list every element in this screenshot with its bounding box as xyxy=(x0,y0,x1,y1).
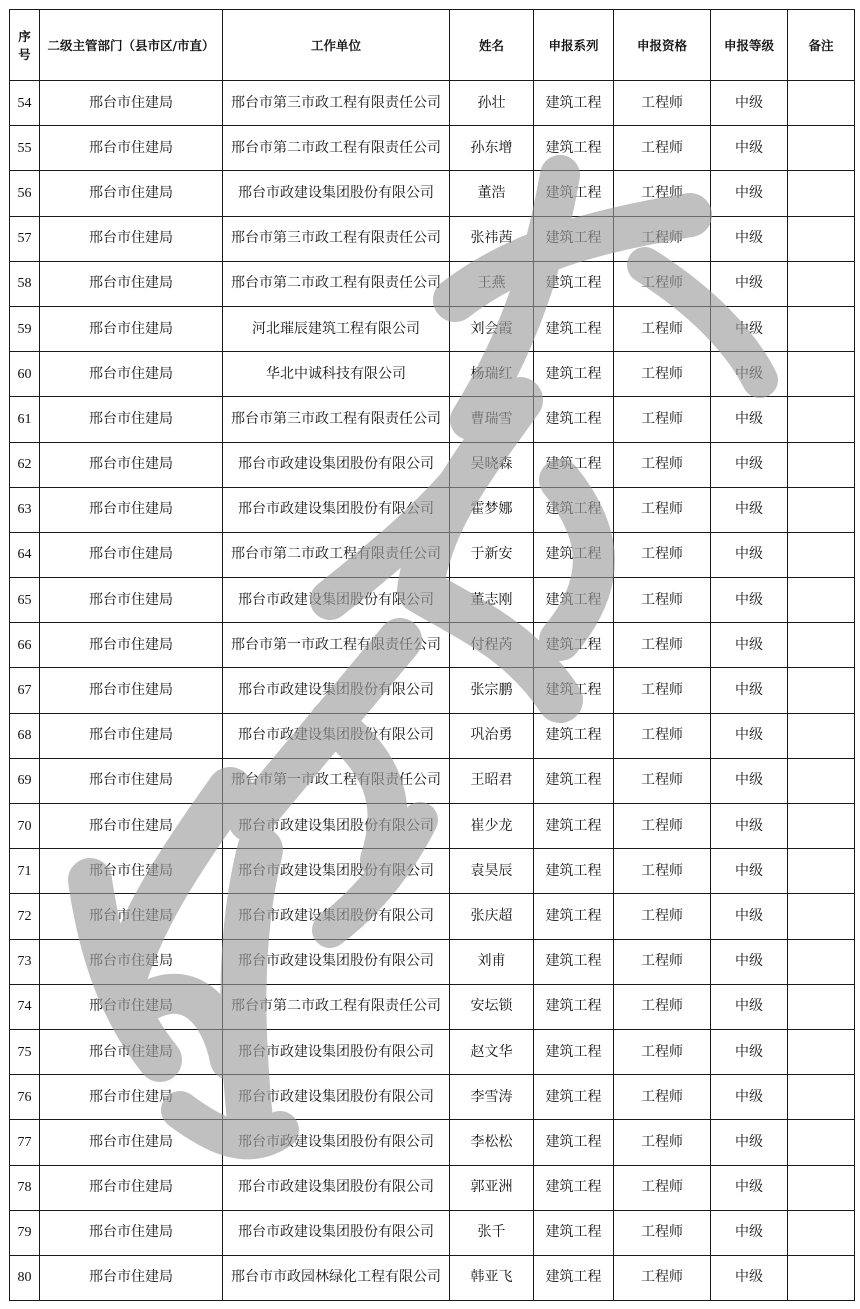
table-row xyxy=(10,1210,855,1255)
cell-dept: 邢台市住建局 xyxy=(40,216,223,261)
cell-remark xyxy=(788,1210,855,1255)
table-row xyxy=(10,668,855,713)
cell-level: 中级 xyxy=(711,1075,788,1120)
cell-qualification: 工程师 xyxy=(614,804,711,849)
cell-unit: 邢台市第三市政工程有限责任公司 xyxy=(223,216,450,261)
cell-name: 孙东增 xyxy=(450,126,534,171)
cell-name: 张宗鹏 xyxy=(450,668,534,713)
cell-level: 中级 xyxy=(711,171,788,216)
cell-remark xyxy=(788,984,855,1029)
cell-series: 建筑工程 xyxy=(534,668,614,713)
cell-no: 67 xyxy=(10,668,40,713)
cell-level: 中级 xyxy=(711,216,788,261)
cell-level: 中级 xyxy=(711,713,788,758)
cell-remark xyxy=(788,1165,855,1210)
table-row xyxy=(10,397,855,442)
cell-qualification: 工程师 xyxy=(614,713,711,758)
table-row xyxy=(10,306,855,351)
cell-remark xyxy=(788,668,855,713)
table-body xyxy=(10,81,855,1301)
cell-no: 57 xyxy=(10,216,40,261)
cell-no: 71 xyxy=(10,849,40,894)
cell-dept: 邢台市住建局 xyxy=(40,713,223,758)
cell-unit: 邢台市第二市政工程有限责任公司 xyxy=(223,984,450,1029)
cell-name: 付程芮 xyxy=(450,623,534,668)
cell-level: 中级 xyxy=(711,352,788,397)
cell-level: 中级 xyxy=(711,894,788,939)
table-row xyxy=(10,939,855,984)
table-row xyxy=(10,623,855,668)
cell-no: 60 xyxy=(10,352,40,397)
cell-remark xyxy=(788,1255,855,1300)
cell-remark xyxy=(788,81,855,126)
table-row xyxy=(10,804,855,849)
cell-name: 刘会霞 xyxy=(450,306,534,351)
header-row xyxy=(10,10,855,81)
cell-no: 73 xyxy=(10,939,40,984)
cell-name: 王燕 xyxy=(450,261,534,306)
cell-no: 58 xyxy=(10,261,40,306)
cell-unit: 邢台市政建设集团股份有限公司 xyxy=(223,668,450,713)
cell-series: 建筑工程 xyxy=(534,352,614,397)
cell-series: 建筑工程 xyxy=(534,849,614,894)
cell-qualification: 工程师 xyxy=(614,216,711,261)
cell-unit: 邢台市政建设集团股份有限公司 xyxy=(223,1165,450,1210)
cell-name: 张庆超 xyxy=(450,894,534,939)
cell-level: 中级 xyxy=(711,1120,788,1165)
table-row xyxy=(10,1165,855,1210)
cell-level: 中级 xyxy=(711,1165,788,1210)
cell-dept: 邢台市住建局 xyxy=(40,442,223,487)
cell-unit: 邢台市第二市政工程有限责任公司 xyxy=(223,261,450,306)
cell-qualification: 工程师 xyxy=(614,1165,711,1210)
cell-series: 建筑工程 xyxy=(534,939,614,984)
cell-dept: 邢台市住建局 xyxy=(40,397,223,442)
cell-qualification: 工程师 xyxy=(614,126,711,171)
table-row xyxy=(10,984,855,1029)
table-row xyxy=(10,216,855,261)
cell-dept: 邢台市住建局 xyxy=(40,1255,223,1300)
cell-no: 68 xyxy=(10,713,40,758)
cell-qualification: 工程师 xyxy=(614,1120,711,1165)
cell-qualification: 工程师 xyxy=(614,849,711,894)
cell-no: 54 xyxy=(10,81,40,126)
cell-series: 建筑工程 xyxy=(534,397,614,442)
cell-level: 中级 xyxy=(711,623,788,668)
cell-no: 79 xyxy=(10,1210,40,1255)
applicant-table xyxy=(9,9,855,1301)
cell-name: 于新安 xyxy=(450,532,534,577)
cell-unit: 河北璀辰建筑工程有限公司 xyxy=(223,306,450,351)
table-row xyxy=(10,1029,855,1074)
cell-series: 建筑工程 xyxy=(534,216,614,261)
cell-no: 75 xyxy=(10,1029,40,1074)
cell-dept: 邢台市住建局 xyxy=(40,487,223,532)
cell-remark xyxy=(788,849,855,894)
cell-qualification: 工程师 xyxy=(614,306,711,351)
cell-series: 建筑工程 xyxy=(534,623,614,668)
cell-dept: 邢台市住建局 xyxy=(40,171,223,216)
cell-name: 安坛锁 xyxy=(450,984,534,1029)
cell-series: 建筑工程 xyxy=(534,306,614,351)
header-name: 姓名 xyxy=(450,10,534,81)
cell-unit: 邢台市政建设集团股份有限公司 xyxy=(223,1120,450,1165)
cell-dept: 邢台市住建局 xyxy=(40,352,223,397)
cell-qualification: 工程师 xyxy=(614,578,711,623)
cell-qualification: 工程师 xyxy=(614,894,711,939)
cell-level: 中级 xyxy=(711,397,788,442)
cell-unit: 邢台市第一市政工程有限责任公司 xyxy=(223,758,450,803)
table-row xyxy=(10,532,855,577)
cell-level: 中级 xyxy=(711,487,788,532)
cell-unit: 邢台市政建设集团股份有限公司 xyxy=(223,849,450,894)
cell-level: 中级 xyxy=(711,81,788,126)
cell-qualification: 工程师 xyxy=(614,1255,711,1300)
cell-name: 王昭君 xyxy=(450,758,534,803)
cell-dept: 邢台市住建局 xyxy=(40,894,223,939)
cell-unit: 邢台市政建设集团股份有限公司 xyxy=(223,1029,450,1074)
cell-series: 建筑工程 xyxy=(534,1029,614,1074)
cell-unit: 邢台市政建设集团股份有限公司 xyxy=(223,1075,450,1120)
cell-unit: 邢台市第二市政工程有限责任公司 xyxy=(223,126,450,171)
cell-qualification: 工程师 xyxy=(614,442,711,487)
cell-series: 建筑工程 xyxy=(534,1075,614,1120)
cell-unit: 邢台市政建设集团股份有限公司 xyxy=(223,939,450,984)
cell-dept: 邢台市住建局 xyxy=(40,126,223,171)
cell-unit: 邢台市政建设集团股份有限公司 xyxy=(223,171,450,216)
header-remark: 备注 xyxy=(788,10,855,81)
header-qualification: 申报资格 xyxy=(614,10,711,81)
cell-remark xyxy=(788,758,855,803)
cell-no: 56 xyxy=(10,171,40,216)
cell-name: 郭亚洲 xyxy=(450,1165,534,1210)
cell-series: 建筑工程 xyxy=(534,1255,614,1300)
cell-remark xyxy=(788,532,855,577)
header-unit: 工作单位 xyxy=(223,10,450,81)
cell-name: 崔少龙 xyxy=(450,804,534,849)
cell-level: 中级 xyxy=(711,442,788,487)
table-row xyxy=(10,1075,855,1120)
cell-name: 李雪涛 xyxy=(450,1075,534,1120)
cell-name: 霍梦娜 xyxy=(450,487,534,532)
cell-unit: 邢台市第二市政工程有限责任公司 xyxy=(223,532,450,577)
cell-dept: 邢台市住建局 xyxy=(40,623,223,668)
cell-level: 中级 xyxy=(711,849,788,894)
cell-level: 中级 xyxy=(711,126,788,171)
header-no: 序号 xyxy=(10,10,40,81)
cell-qualification: 工程师 xyxy=(614,1029,711,1074)
cell-dept: 邢台市住建局 xyxy=(40,849,223,894)
cell-series: 建筑工程 xyxy=(534,758,614,803)
table-row xyxy=(10,261,855,306)
cell-level: 中级 xyxy=(711,1255,788,1300)
cell-dept: 邢台市住建局 xyxy=(40,1165,223,1210)
cell-remark xyxy=(788,487,855,532)
cell-qualification: 工程师 xyxy=(614,261,711,306)
cell-dept: 邢台市住建局 xyxy=(40,1075,223,1120)
cell-remark xyxy=(788,397,855,442)
cell-series: 建筑工程 xyxy=(534,984,614,1029)
cell-level: 中级 xyxy=(711,939,788,984)
cell-remark xyxy=(788,306,855,351)
cell-name: 袁昊辰 xyxy=(450,849,534,894)
cell-unit: 邢台市政建设集团股份有限公司 xyxy=(223,487,450,532)
cell-dept: 邢台市住建局 xyxy=(40,261,223,306)
cell-dept: 邢台市住建局 xyxy=(40,758,223,803)
cell-series: 建筑工程 xyxy=(534,713,614,758)
cell-no: 70 xyxy=(10,804,40,849)
cell-remark xyxy=(788,804,855,849)
cell-series: 建筑工程 xyxy=(534,532,614,577)
cell-qualification: 工程师 xyxy=(614,532,711,577)
cell-name: 巩治勇 xyxy=(450,713,534,758)
header-dept: 二级主管部门（县市区/市直） xyxy=(40,10,223,81)
cell-level: 中级 xyxy=(711,578,788,623)
cell-name: 韩亚飞 xyxy=(450,1255,534,1300)
cell-series: 建筑工程 xyxy=(534,171,614,216)
cell-name: 孙壮 xyxy=(450,81,534,126)
cell-remark xyxy=(788,261,855,306)
table-row xyxy=(10,894,855,939)
cell-remark xyxy=(788,1029,855,1074)
cell-no: 66 xyxy=(10,623,40,668)
cell-qualification: 工程师 xyxy=(614,81,711,126)
cell-series: 建筑工程 xyxy=(534,1210,614,1255)
cell-unit: 邢台市第三市政工程有限责任公司 xyxy=(223,397,450,442)
cell-unit: 邢台市政建设集团股份有限公司 xyxy=(223,442,450,487)
cell-no: 55 xyxy=(10,126,40,171)
table-row xyxy=(10,758,855,803)
cell-remark xyxy=(788,126,855,171)
cell-no: 62 xyxy=(10,442,40,487)
cell-level: 中级 xyxy=(711,532,788,577)
cell-unit: 华北中诚科技有限公司 xyxy=(223,352,450,397)
cell-qualification: 工程师 xyxy=(614,1075,711,1120)
cell-no: 64 xyxy=(10,532,40,577)
cell-no: 63 xyxy=(10,487,40,532)
cell-qualification: 工程师 xyxy=(614,984,711,1029)
table-row xyxy=(10,171,855,216)
cell-name: 刘甫 xyxy=(450,939,534,984)
cell-unit: 邢台市政建设集团股份有限公司 xyxy=(223,894,450,939)
cell-remark xyxy=(788,216,855,261)
cell-dept: 邢台市住建局 xyxy=(40,306,223,351)
cell-remark xyxy=(788,442,855,487)
cell-name: 张千 xyxy=(450,1210,534,1255)
cell-remark xyxy=(788,623,855,668)
cell-qualification: 工程师 xyxy=(614,171,711,216)
table-row xyxy=(10,849,855,894)
cell-no: 76 xyxy=(10,1075,40,1120)
cell-dept: 邢台市住建局 xyxy=(40,532,223,577)
cell-name: 杨瑞红 xyxy=(450,352,534,397)
cell-remark xyxy=(788,713,855,758)
cell-unit: 邢台市政建设集团股份有限公司 xyxy=(223,713,450,758)
cell-unit: 邢台市市政园林绿化工程有限公司 xyxy=(223,1255,450,1300)
table-row xyxy=(10,442,855,487)
table-row xyxy=(10,81,855,126)
cell-dept: 邢台市住建局 xyxy=(40,1120,223,1165)
cell-qualification: 工程师 xyxy=(614,668,711,713)
cell-series: 建筑工程 xyxy=(534,1165,614,1210)
cell-level: 中级 xyxy=(711,306,788,351)
cell-unit: 邢台市政建设集团股份有限公司 xyxy=(223,1210,450,1255)
cell-remark xyxy=(788,894,855,939)
cell-qualification: 工程师 xyxy=(614,352,711,397)
cell-no: 78 xyxy=(10,1165,40,1210)
cell-qualification: 工程师 xyxy=(614,487,711,532)
cell-no: 72 xyxy=(10,894,40,939)
cell-dept: 邢台市住建局 xyxy=(40,804,223,849)
cell-no: 59 xyxy=(10,306,40,351)
cell-series: 建筑工程 xyxy=(534,126,614,171)
header-series: 申报系列 xyxy=(534,10,614,81)
cell-no: 61 xyxy=(10,397,40,442)
cell-level: 中级 xyxy=(711,758,788,803)
cell-series: 建筑工程 xyxy=(534,1120,614,1165)
cell-remark xyxy=(788,352,855,397)
table-row xyxy=(10,1120,855,1165)
cell-qualification: 工程师 xyxy=(614,397,711,442)
cell-name: 李松松 xyxy=(450,1120,534,1165)
cell-unit: 邢台市第三市政工程有限责任公司 xyxy=(223,81,450,126)
table-row xyxy=(10,578,855,623)
cell-dept: 邢台市住建局 xyxy=(40,1029,223,1074)
cell-name: 赵文华 xyxy=(450,1029,534,1074)
cell-remark xyxy=(788,1075,855,1120)
cell-level: 中级 xyxy=(711,1029,788,1074)
cell-qualification: 工程师 xyxy=(614,758,711,803)
cell-series: 建筑工程 xyxy=(534,442,614,487)
cell-no: 77 xyxy=(10,1120,40,1165)
cell-remark xyxy=(788,578,855,623)
table-row xyxy=(10,1255,855,1300)
cell-dept: 邢台市住建局 xyxy=(40,81,223,126)
cell-dept: 邢台市住建局 xyxy=(40,668,223,713)
cell-unit: 邢台市第一市政工程有限责任公司 xyxy=(223,623,450,668)
cell-level: 中级 xyxy=(711,261,788,306)
cell-unit: 邢台市政建设集团股份有限公司 xyxy=(223,578,450,623)
cell-level: 中级 xyxy=(711,804,788,849)
cell-level: 中级 xyxy=(711,668,788,713)
cell-remark xyxy=(788,939,855,984)
cell-dept: 邢台市住建局 xyxy=(40,1210,223,1255)
cell-no: 74 xyxy=(10,984,40,1029)
header-level: 申报等级 xyxy=(711,10,788,81)
cell-remark xyxy=(788,1120,855,1165)
cell-name: 董浩 xyxy=(450,171,534,216)
cell-series: 建筑工程 xyxy=(534,804,614,849)
cell-unit: 邢台市政建设集团股份有限公司 xyxy=(223,804,450,849)
cell-name: 吴晓森 xyxy=(450,442,534,487)
table-row xyxy=(10,352,855,397)
cell-dept: 邢台市住建局 xyxy=(40,939,223,984)
cell-series: 建筑工程 xyxy=(534,261,614,306)
cell-dept: 邢台市住建局 xyxy=(40,984,223,1029)
cell-remark xyxy=(788,171,855,216)
table-row xyxy=(10,487,855,532)
cell-series: 建筑工程 xyxy=(534,81,614,126)
cell-qualification: 工程师 xyxy=(614,1210,711,1255)
cell-qualification: 工程师 xyxy=(614,623,711,668)
cell-qualification: 工程师 xyxy=(614,939,711,984)
cell-level: 中级 xyxy=(711,984,788,1029)
table-row xyxy=(10,126,855,171)
cell-no: 80 xyxy=(10,1255,40,1300)
cell-name: 曹瑞雪 xyxy=(450,397,534,442)
cell-dept: 邢台市住建局 xyxy=(40,578,223,623)
table-row xyxy=(10,713,855,758)
cell-series: 建筑工程 xyxy=(534,487,614,532)
cell-no: 69 xyxy=(10,758,40,803)
cell-name: 张祎茜 xyxy=(450,216,534,261)
cell-series: 建筑工程 xyxy=(534,578,614,623)
cell-name: 董志刚 xyxy=(450,578,534,623)
cell-series: 建筑工程 xyxy=(534,894,614,939)
cell-no: 65 xyxy=(10,578,40,623)
cell-level: 中级 xyxy=(711,1210,788,1255)
